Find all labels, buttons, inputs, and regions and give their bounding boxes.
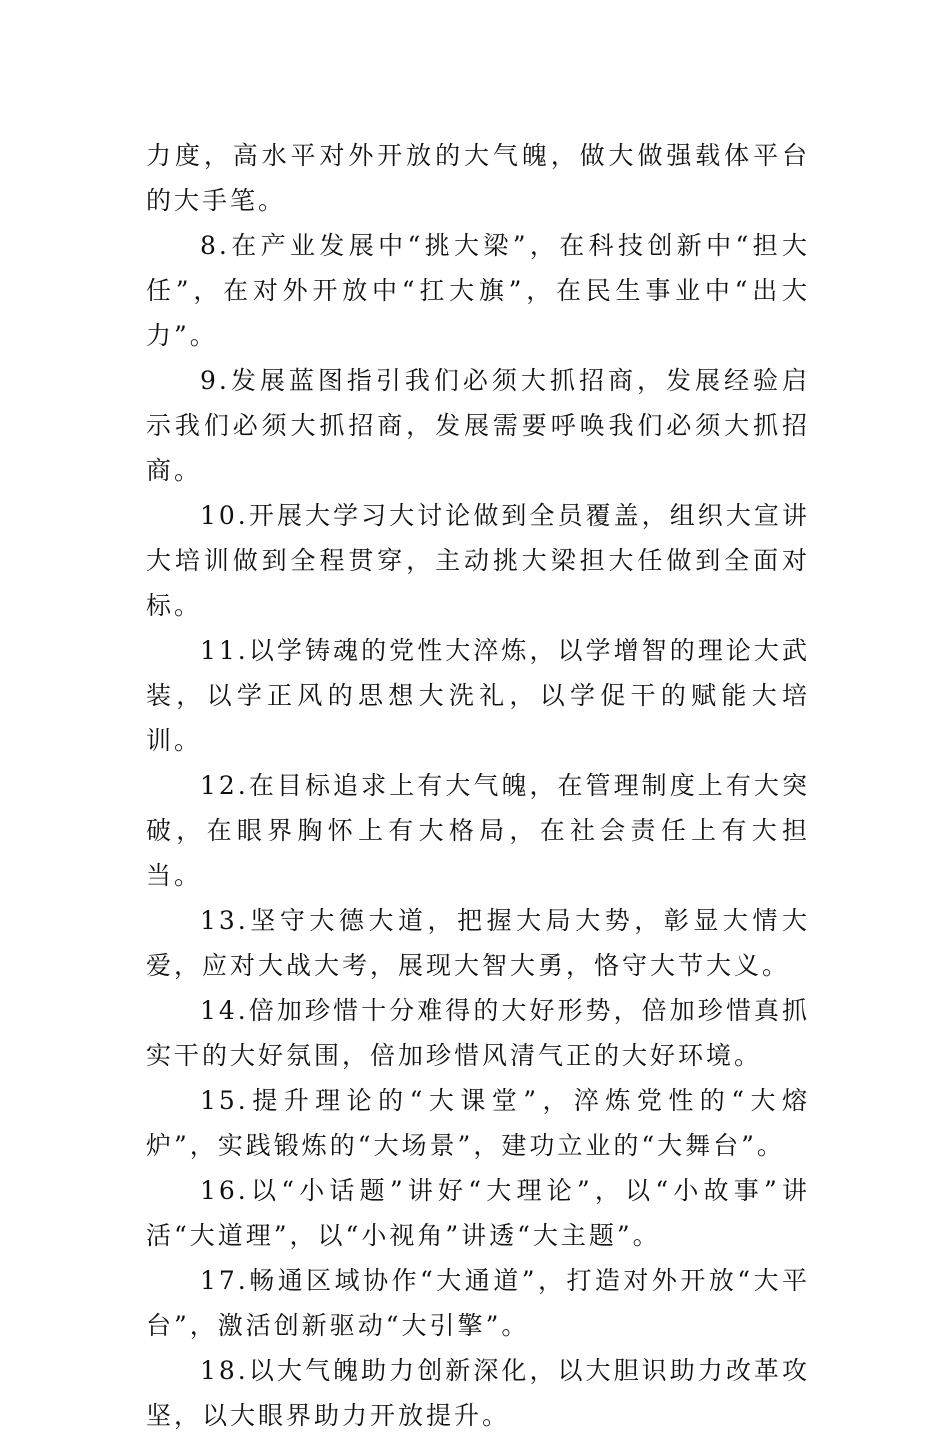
paragraph-item-16: 16.以“小话题”讲好“大理论”，以“小故事”讲活“大道理”，以“小视角”讲透“大主题”。 <box>146 1176 810 1250</box>
paragraph-item-10: 10.开展大学习大讨论做到全员覆盖，组织大宣讲大培训做到全程贯穿，主动挑大梁担大任做到全面对标。 <box>146 501 810 620</box>
paragraph-item-11: 11.以学铸魂的党性大淬炼，以学增智的理论大武装，以学正风的思想大洗礼，以学促干的赋能大培训。 <box>146 636 810 755</box>
paragraph-item-12: 12.在目标追求上有大气魄，在管理制度上有大突破，在眼界胸怀上有大格局，在社会责任上有大担当。 <box>146 771 810 890</box>
paragraph-item-13: 13.坚守大德大道，把握大局大势，彰显大情大爱，应对大战大考，展现大智大勇，恪守大节大义。 <box>146 906 810 980</box>
paragraph-item-9: 9.发展蓝图指引我们必须大抓招商，发展经验启示我们必须大抓招商，发展需要呼唤我们必须大抓招商。 <box>146 366 810 485</box>
document-body <box>146 133 810 1438</box>
paragraph-item-18: 18.以大气魄助力创新深化，以大胆识助力改革攻坚，以大眼界助力开放提升。 <box>146 1356 810 1430</box>
paragraph-item-14: 14.倍加珍惜十分难得的大好形势，倍加珍惜真抓实干的大好氛围，倍加珍惜风清气正的大好环境。 <box>146 996 810 1070</box>
paragraph-item-8: 8.在产业发展中“挑大梁”，在科技创新中“担大任”，在对外开放中“扛大旗”，在民生事业中“出大力”。 <box>146 231 810 350</box>
paragraph-item-17: 17.畅通区域协作“大通道”，打造对外开放“大平台”，激活创新驱动“大引擎”。 <box>146 1266 810 1340</box>
paragraph-continuation: 力度，高水平对外开放的大气魄，做大做强载体平台的大手笔。 <box>146 141 810 215</box>
paragraph-item-15: 15.提升理论的“大课堂”，淬炼党性的“大熔炉”，实践锻炼的“大场景”，建功立业的“大舞台”。 <box>146 1086 810 1160</box>
